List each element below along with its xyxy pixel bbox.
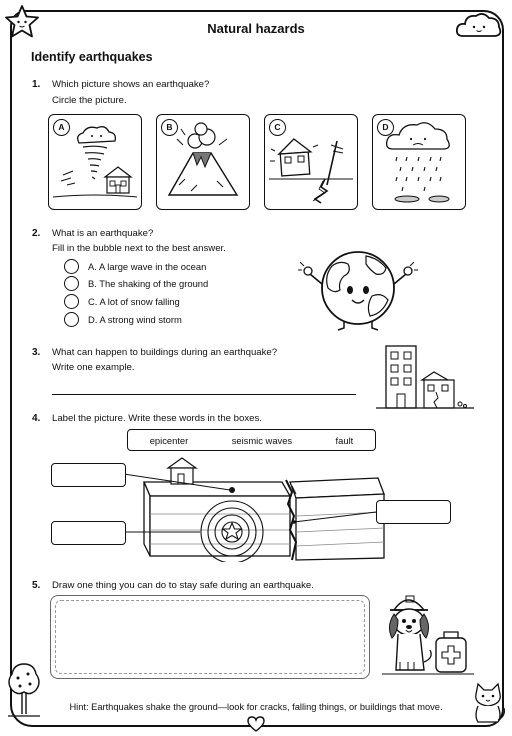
picture-option-c[interactable] xyxy=(264,114,358,210)
question-3-text: What can happen to buildings during an earthquake? xyxy=(52,347,278,358)
picture-letter-c: C xyxy=(269,119,286,136)
answer-option-label: A. A large wave in the ocean xyxy=(88,260,207,272)
answer-bubble[interactable] xyxy=(64,276,79,291)
page-title: Natural hazards xyxy=(207,21,305,36)
question-5-text: Draw one thing you can do to stay safe during an earthquake. xyxy=(52,580,314,591)
section-subtitle: Identify earthquakes xyxy=(31,50,153,64)
answer-bubble[interactable] xyxy=(64,259,79,274)
question-1-number: 1. xyxy=(32,79,41,90)
answer-bubble[interactable] xyxy=(64,312,79,327)
heart-icon xyxy=(246,715,266,733)
picture-option-a[interactable] xyxy=(48,114,142,210)
question-3-instruction: Write one example. xyxy=(52,362,135,373)
word-bank-item: fault xyxy=(335,434,354,446)
answer-option-label: B. The shaking of the ground xyxy=(88,277,209,289)
question-4-text: Label the picture. Write these words in the boxes. xyxy=(52,413,262,424)
picture-option-d[interactable] xyxy=(372,114,466,210)
question-4-number: 4. xyxy=(32,413,41,424)
question-2-text: What is an earthquake? xyxy=(52,228,154,239)
answer-bubble[interactable] xyxy=(64,294,79,309)
dog-with-helmet-icon xyxy=(378,588,478,684)
answer-option-a[interactable] xyxy=(64,258,206,274)
label-box-seismic-waves[interactable] xyxy=(51,521,126,545)
label-box-fault[interactable] xyxy=(376,500,451,524)
earth-character-icon xyxy=(294,240,424,332)
picture-letter-d: D xyxy=(377,119,394,136)
question-2-number: 2. xyxy=(32,228,41,239)
hint-text: Hint: Earthquakes shake the ground—look for cracks, falling things, or buildings that move. xyxy=(69,702,443,712)
question-2-instruction: Fill in the bubble next to the best answer. xyxy=(52,243,226,254)
question-3-number: 3. xyxy=(32,347,41,358)
answer-write-line[interactable] xyxy=(52,394,356,395)
word-bank-item: seismic waves xyxy=(231,434,293,446)
answer-option-c[interactable] xyxy=(64,293,180,309)
question-1-instruction: Circle the picture. xyxy=(52,95,127,106)
answer-option-label: C. A lot of snow falling xyxy=(88,295,180,307)
picture-letter-a: A xyxy=(53,119,70,136)
question-5-number: 5. xyxy=(32,580,41,591)
drawing-area[interactable] xyxy=(50,595,370,679)
picture-letter-b: B xyxy=(161,119,178,136)
word-bank-item: epicenter xyxy=(149,434,189,446)
question-1-text: Which picture shows an earthquake? xyxy=(52,79,210,90)
buildings-icon xyxy=(376,340,476,412)
answer-option-label: D. A strong wind storm xyxy=(88,313,182,325)
answer-option-d[interactable] xyxy=(64,311,182,327)
word-bank xyxy=(127,429,376,451)
drawing-area-border xyxy=(55,600,365,674)
picture-option-b[interactable] xyxy=(156,114,250,210)
answer-option-b[interactable] xyxy=(64,275,208,291)
label-box-epicenter[interactable] xyxy=(51,463,126,487)
tree-icon xyxy=(4,660,44,724)
